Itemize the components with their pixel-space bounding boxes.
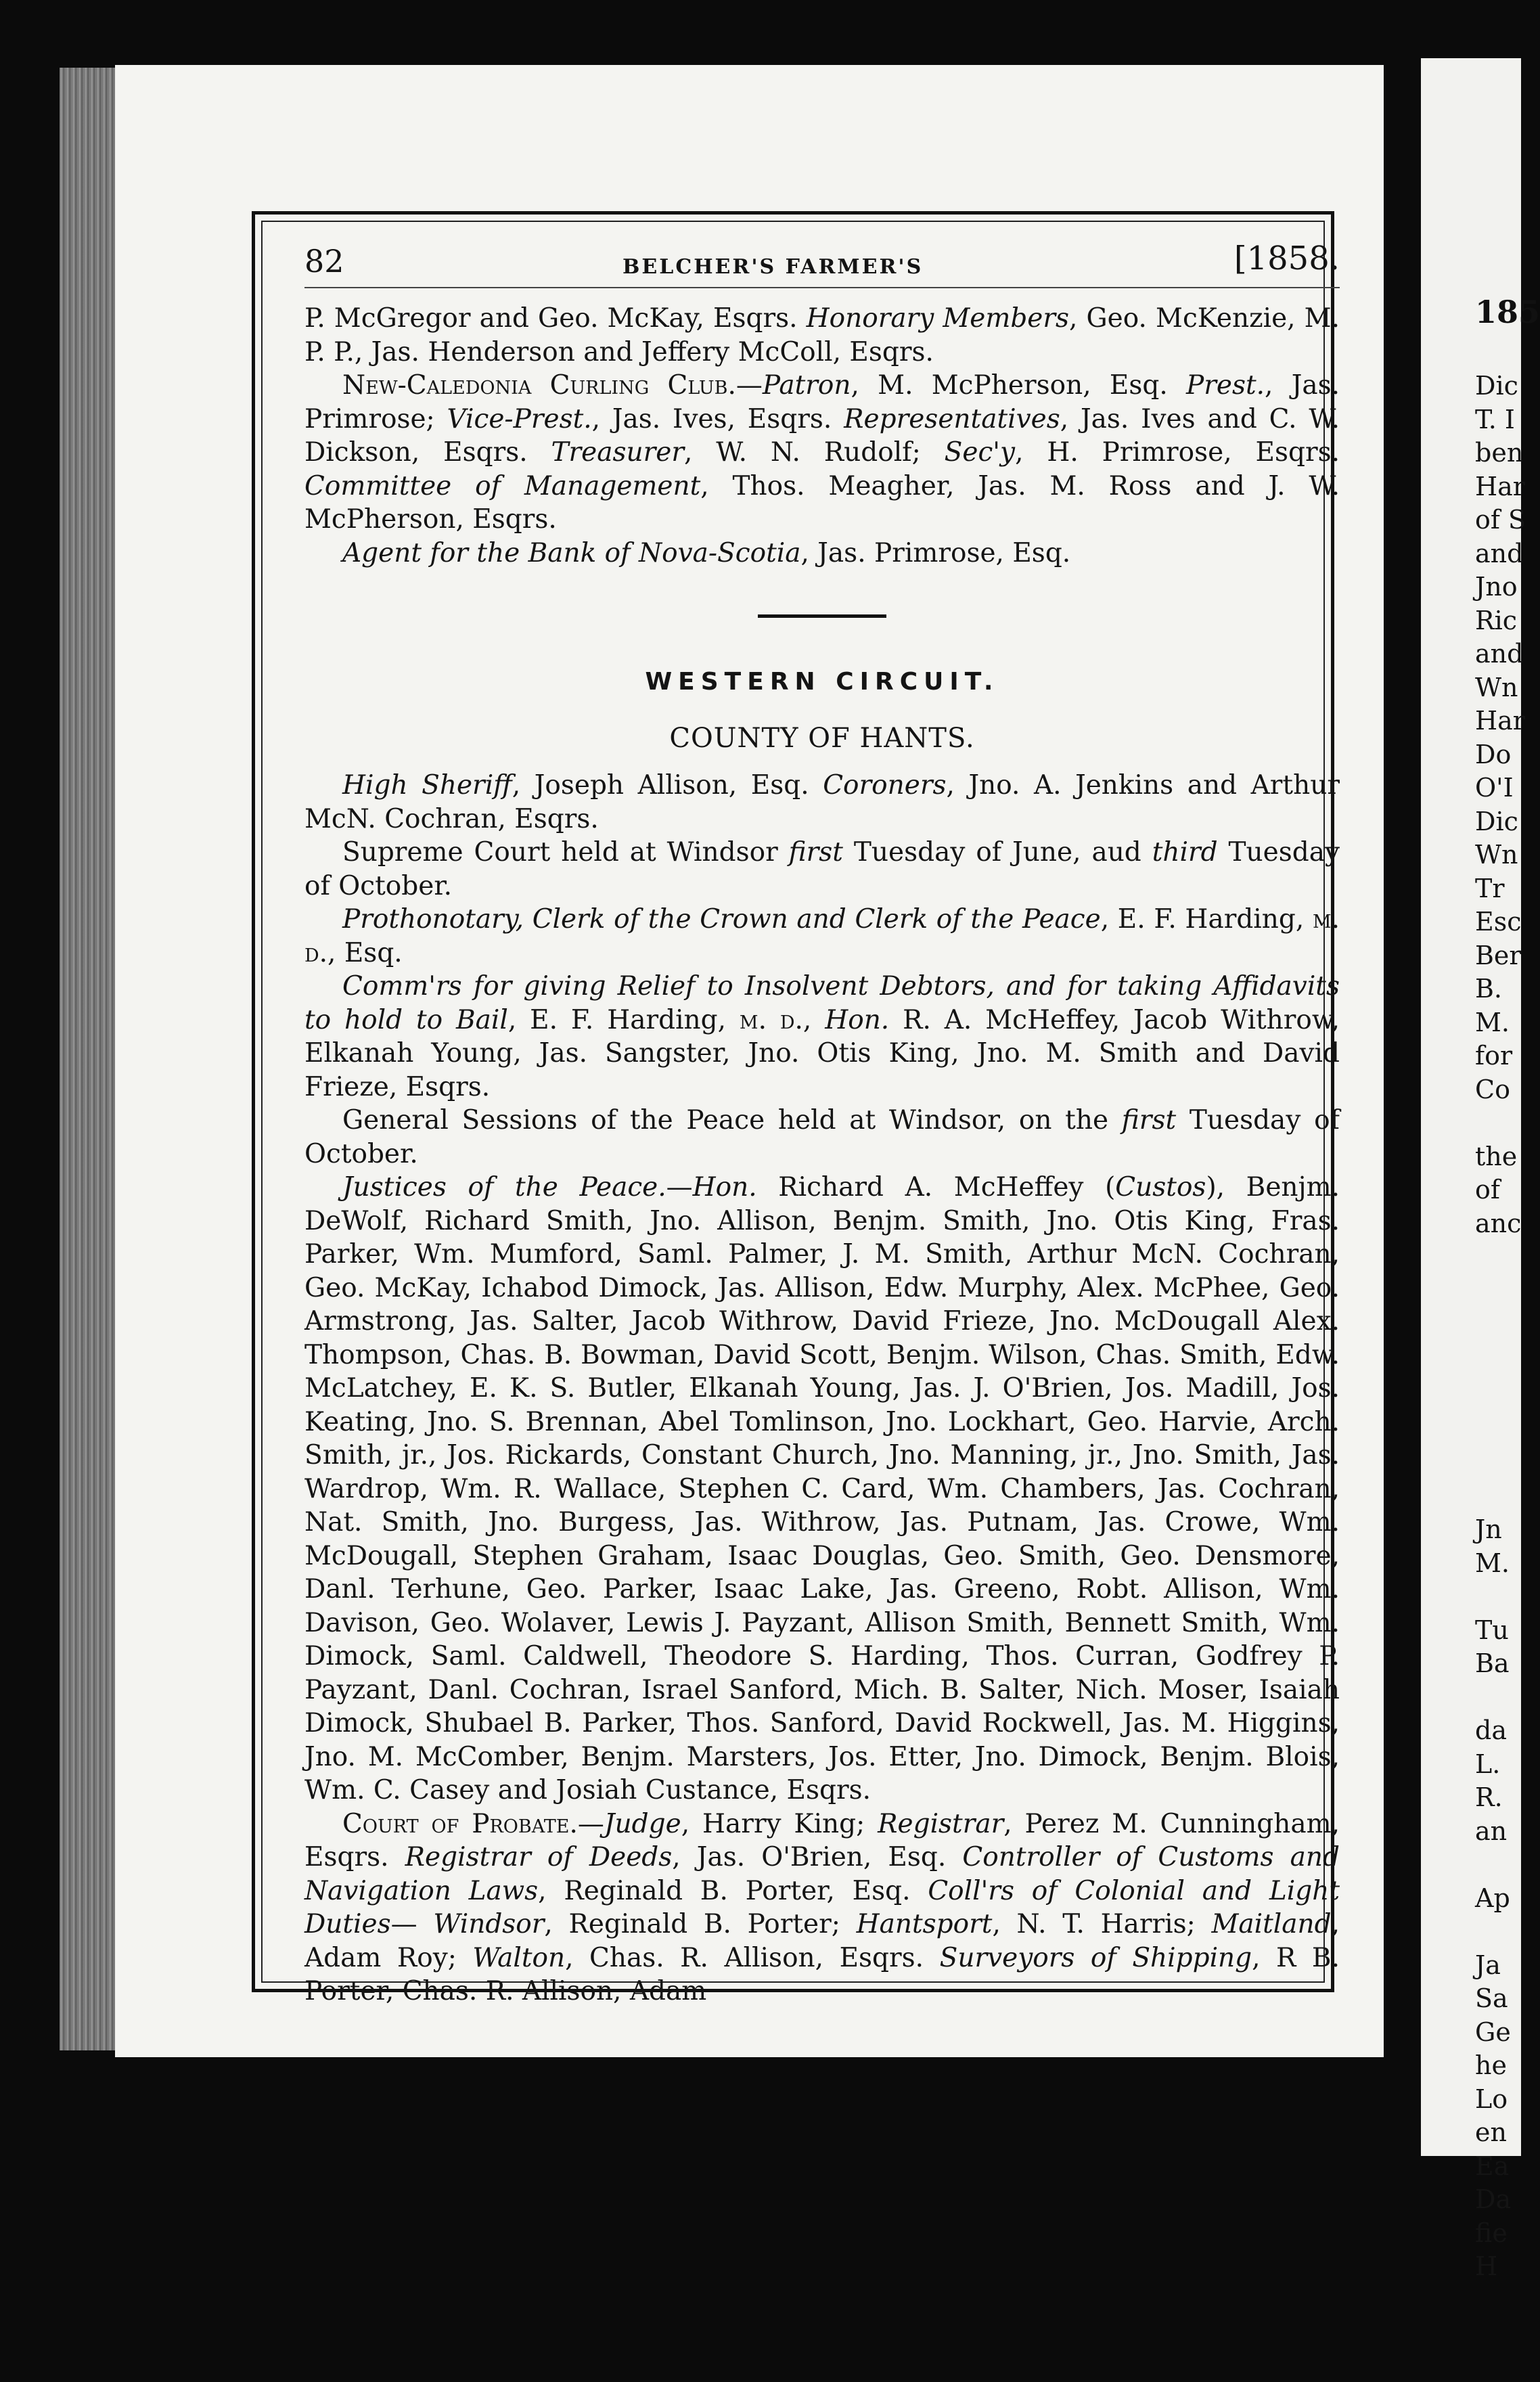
- right-page-line: da: [1475, 1715, 1507, 1745]
- right-page-line: [1421, 1848, 1511, 1882]
- right-page-line: Da: [1475, 2184, 1512, 2214]
- right-page-line: en: [1475, 2117, 1507, 2147]
- right-page-line: [1421, 1580, 1511, 1614]
- running-title: BELCHER'S FARMER'S: [622, 255, 924, 279]
- right-page-line: M.: [1475, 1007, 1510, 1037]
- right-page-line: M.: [1475, 1548, 1510, 1578]
- right-page-line: Har: [1475, 471, 1525, 501]
- right-page-line: Dic: [1475, 371, 1518, 401]
- right-page-line: Tr: [1475, 873, 1505, 903]
- right-page-line: and: [1475, 639, 1524, 669]
- paragraph-bank-agent: Agent for the Bank of Nova-Scotia, Jas. Primrose, Esq.: [342, 537, 1071, 568]
- right-page-line: Wn: [1475, 672, 1518, 702]
- paragraph-court-of-probate: Court of Probate.—Judge, Harry King; Registrar, Perez M. Cunningham, Esqrs. Registrar of Deeds, Jas. O'Brien, Esq. Controller of Customs and Navigation Laws, Reginald B. Porter, Esq. Coll'rs of Colonial and Light Duties— Windsor, Reginald B. Porter; Hantsport, N. T. Harris; Maitland, Adam Roy; Walton, Chas. R. Allison, Esqrs. Surveyors of Shipping, R B. Porter, Chas. R. Allison, Adam: [304, 1808, 1340, 2006]
- right-page-text-block-1: [1421, 369, 1526, 1240]
- section-title: WESTERN CIRCUIT.: [645, 668, 999, 696]
- right-page-line: Jno: [1475, 572, 1518, 602]
- county-title: COUNTY OF HANTS.: [669, 722, 975, 754]
- year-mark: [1858.: [1233, 240, 1340, 277]
- paragraph-sheriff: High Sheriff, Joseph Allison, Esq. Coroners, Jno. A. Jenkins and Arthur McN. Cochran, Esqrs.: [304, 770, 1340, 834]
- right-page-line: Ap: [1475, 1883, 1510, 1913]
- right-page-line: Ba: [1475, 1648, 1510, 1678]
- paragraph-supreme-court: Supreme Court held at Windsor first Tuesday of June, aud third Tuesday of October.: [304, 837, 1340, 901]
- right-page-line: Har: [1475, 706, 1525, 736]
- paragraph-curling-club: New-Caledonia Curling Club.—Patron, M. McPherson, Esq. Prest., Jas. Primrose; Vice-Prest., Jas. Ives, Esqrs. Representatives, Jas. Ives and C. W. Dickson, Esqrs. Treasurer, W. N. Rudolf; Sec'y, H. Primrose, Esqrs. Committee of Management, Thos. Meagher, Jas. M. Ross and J. W. McPherson, Esqrs.: [304, 370, 1340, 535]
- right-page-line: Wn: [1475, 840, 1518, 870]
- paragraph-justices-of-the-peace: Justices of the Peace.—Hon. Richard A. McHeffey (Custos), Benjm. DeWolf, Richard Smith, Jno. Allison, Benjm. Smith, Jno. Otis King, Fras. Parker, Wm. Mumford, Saml. Palmer, J. M. Smith, Arthur McN. Cochran, Geo. McKay, Ichabod Dimock, Jas. Allison, Edw. Murphy, Alex. McPhee, Geo. Armstrong, Jas. Salter, Jacob Withrow, David Frieze, Jno. McDougall Alex. Thompson, Chas. B. Bowman, David Scott, Benjm. Wilson, Chas. Smith, Edw. McLatchey, E. K. S. Butler, Elkanah Young, Jas. J. O'Brien, Jos. Madill, Jos. Keating, Jno. S. Brennan, Abel Tomlinson, Jno. Lockhart, Geo. Harvie, Arch. Smith, jr., Jos. Rickards, Constant Church, Jno. Manning, jr., Jno. Smith, Jas. Wardrop, Wm. R. Wallace, Stephen C. Card, Wm. Chambers, Jas. Cochran, Nat. Smith, Jno. Burgess, Jas. Withrow, Jas. Putnam, Jas. Crowe, Wm. McDougall, Stephen Graham, Isaac Douglas, Geo. Smith, Geo. Densmore, Danl. Terhune, Geo. Parker, Isaac Lake, Jas. Greeno, Robt. Allison, Wm. Davison, Geo. Wolaver, Lewis J. Payzant, Allison Smith, Bennett Smith, Wm. Dimock, Saml. Caldwell, Theodore S. Harding, Thos. Curran, Godfrey P. Payzant, Danl. Cochran, Israel Sanford, Mich. B. Salter, Nich. Moser, Isaiah Dimock, Shubael B. Parker, Thos. Sanford, David Rockwell, Jas. M. Higgins, Jno. M. McComber, Benjm. Marsters, Jos. Etter, Jno. Dimock, Benjm. Blois, Wm. C. Casey and Josiah Custance, Esqrs.: [304, 1172, 1340, 1805]
- right-page-line: Ge: [1475, 2017, 1511, 2047]
- right-page-line: B.: [1475, 974, 1503, 1004]
- right-page-line: and: [1475, 538, 1524, 568]
- page-content: [304, 238, 1340, 2008]
- right-page-line: [1421, 1106, 1526, 1140]
- right-page-line: Ber: [1475, 940, 1522, 970]
- right-page-line: R.: [1475, 1782, 1503, 1812]
- paragraph-insolvent-commissioners: Comm'rs for giving Relief to Insolvent Debtors, and for taking Affidavits to hold to Bail, E. F. Harding, m. d., Hon. R. A. McHeffey, Jacob Withrow, Elkanah Young, Jas. Sangster, Jno. Otis King, Jno. M. Smith and David Frieze, Esqrs.: [304, 971, 1340, 1102]
- right-page-line: H: [1475, 2251, 1498, 2281]
- paragraph-prothonotary: Prothonotary, Clerk of the Crown and Clerk of the Peace, E. F. Harding, m. d., Esq.: [304, 904, 1340, 968]
- right-page-line: anc: [1475, 1208, 1522, 1238]
- paragraph-general-sessions: General Sessions of the Peace held at Windsor, on the first Tuesday of October.: [304, 1105, 1340, 1169]
- running-header: [304, 238, 1340, 288]
- right-page-line: [1421, 1681, 1511, 1715]
- right-page-line: T. I: [1475, 404, 1515, 434]
- page-number: 82: [304, 243, 344, 279]
- right-page-line: fie: [1475, 2218, 1508, 2248]
- paragraph-honorary-members: P. McGregor and Geo. McKay, Esqrs. Honorary Members, Geo. McKenzie, M. P. P., Jas. Henderson and Jeffery McColl, Esqrs.: [304, 303, 1340, 367]
- right-page-line: he: [1475, 2050, 1507, 2080]
- right-page-line: ben: [1475, 438, 1524, 468]
- right-page-line: Do: [1475, 739, 1512, 769]
- right-page-line: of S: [1475, 505, 1526, 535]
- right-page-line: Co: [1475, 1074, 1510, 1104]
- right-page-line: Tu: [1475, 1615, 1509, 1645]
- right-page-line: O'I: [1475, 773, 1514, 803]
- right-page-line: Ja: [1475, 1950, 1501, 1980]
- right-page-line: Esc: [1475, 907, 1522, 937]
- right-page-line: Dic: [1475, 806, 1518, 836]
- right-page-line: Sa: [1475, 1983, 1508, 2013]
- right-page-line: Ric: [1475, 605, 1518, 635]
- right-page-line: for: [1475, 1041, 1513, 1071]
- section-divider: [758, 614, 886, 618]
- right-page-line: L.: [1475, 1749, 1501, 1779]
- right-page-line: the: [1475, 1141, 1518, 1171]
- right-page-edge: [1421, 58, 1540, 2281]
- right-page-line: an: [1475, 1816, 1508, 1846]
- right-page-line: of: [1475, 1175, 1500, 1205]
- right-page-text-block-2: [1421, 1513, 1511, 2284]
- right-page-line: Jn: [1475, 1514, 1502, 1544]
- right-page-line: Ea: [1475, 2151, 1510, 2181]
- right-page-header: 185: [1475, 294, 1540, 330]
- right-page-line: [1421, 1915, 1511, 1949]
- right-page-line: Lo: [1475, 2084, 1508, 2114]
